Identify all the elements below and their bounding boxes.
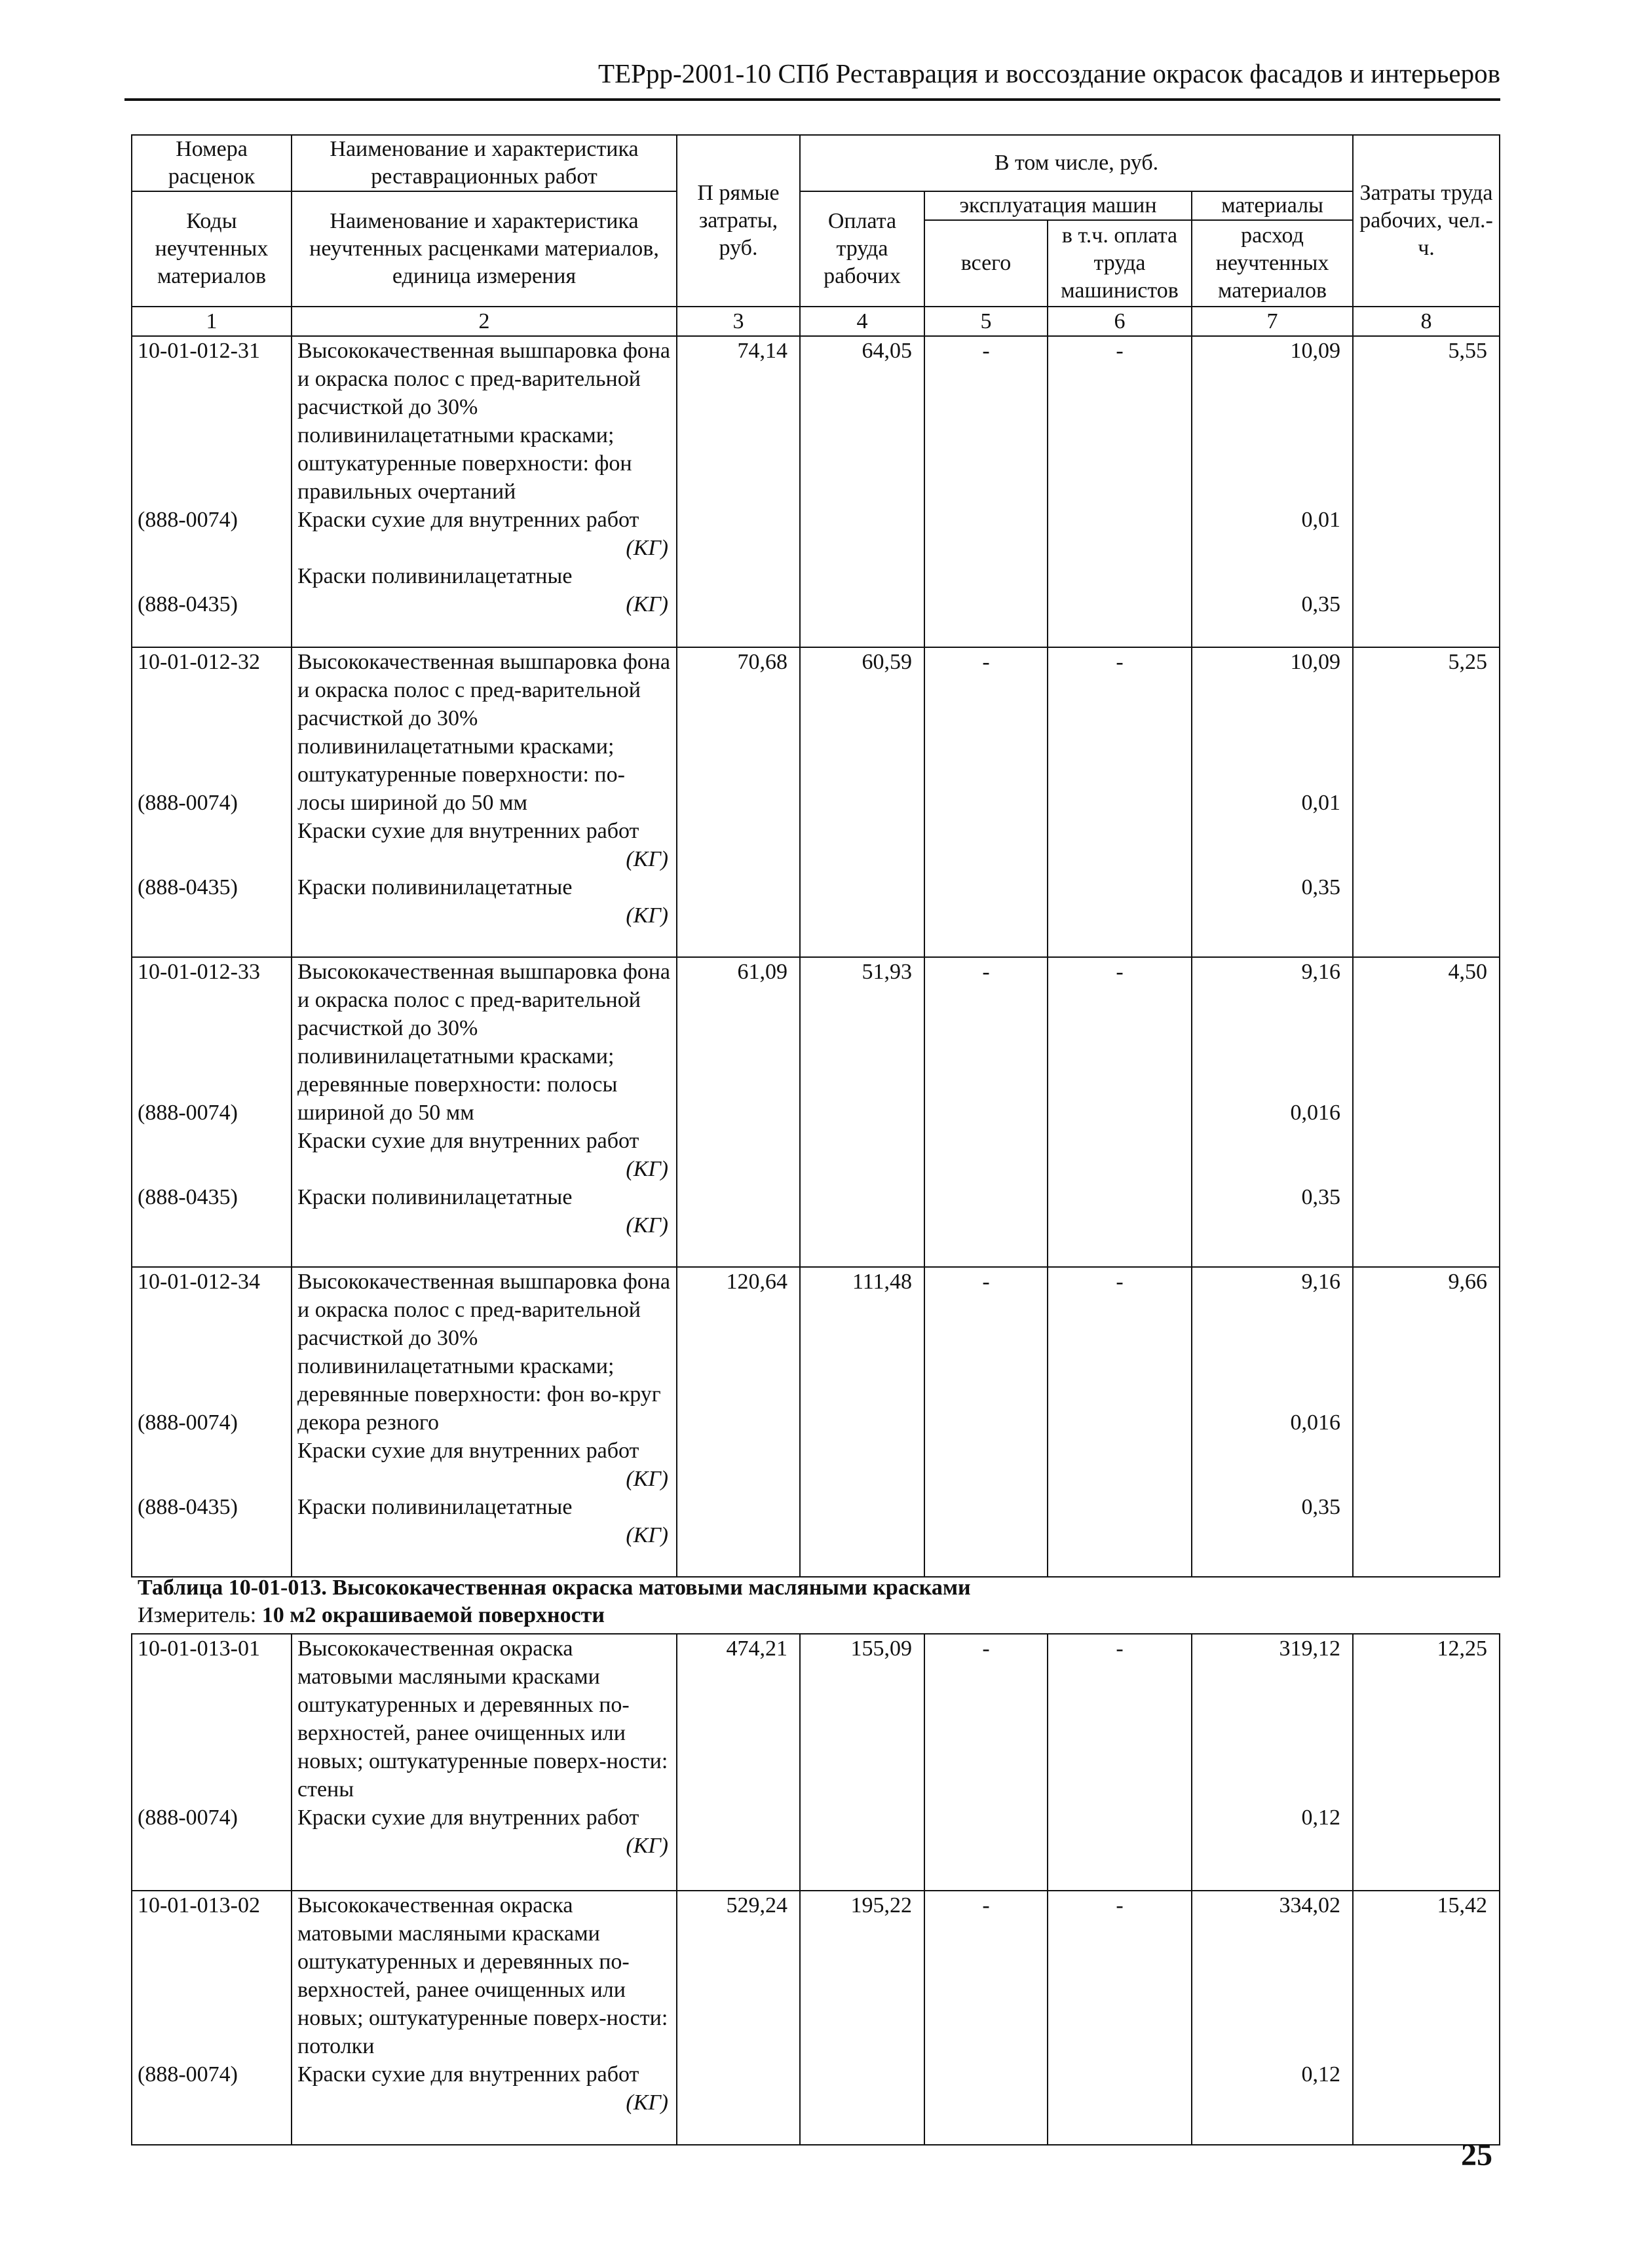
desc-spacer (1198, 1919, 1340, 2060)
machinist-pay: - (1048, 1267, 1192, 1577)
column-number: 8 (1353, 307, 1500, 336)
description-cell (292, 1634, 677, 1891)
document-title: ТЕРрр-2001-10 СПб Реставрация и воссоздание окрасок фасадов и интерьеров (598, 58, 1500, 88)
code-cell (132, 336, 292, 647)
column-number: 5 (924, 307, 1048, 336)
materials-cell (1192, 1267, 1353, 1577)
material-name: Краски сухие для внутренних работ (297, 508, 639, 532)
direct-costs: 74,14 (677, 336, 800, 647)
desc-spacer (1198, 986, 1340, 1099)
col-header-direct-costs: П рямые затраты, руб. (677, 135, 800, 307)
machinist-pay: - (1048, 957, 1192, 1267)
mat-gap (138, 534, 286, 590)
rate-code: 10-01-013-02 (138, 1893, 260, 1918)
table-row (132, 1267, 1500, 1577)
material-name: Краски поливинилацетатные (297, 1185, 573, 1209)
rate-code: 10-01-012-32 (138, 650, 260, 674)
rate-code: 10-01-012-34 (138, 1270, 260, 1294)
material-qty: 0,35 (1301, 1495, 1340, 1519)
col-header-materials: материалы (1192, 191, 1353, 220)
machinist-pay: - (1048, 1634, 1192, 1891)
work-description: Высококачественная вышпаровка фона и окраска полос с пред-варительной расчисткой до 30% поливинилацетатными красками; деревянные поверхности: полосы шириной до 50 мм (297, 960, 671, 1125)
unit-label: (КГ) (626, 1157, 668, 1181)
materials-cost: 9,16 (1301, 1270, 1340, 1294)
page-number: 25 (1461, 2138, 1492, 2172)
labor-hours: 5,55 (1353, 336, 1500, 647)
machines-total: - (924, 647, 1048, 957)
material-name: Краски сухие для внутренних работ (297, 819, 639, 843)
mat-gap (138, 817, 286, 873)
rates-table (131, 134, 1500, 1578)
material-name: Краски сухие для внутренних работ (297, 1805, 639, 1830)
labor-hours: 15,42 (1353, 1891, 1500, 2145)
machines-total: - (924, 1267, 1048, 1577)
labor-hours: 5,25 (1353, 647, 1500, 957)
material-name: Краски сухие для внутренних работ (297, 1439, 639, 1463)
machinist-pay: - (1048, 336, 1192, 647)
machines-total: - (924, 1634, 1048, 1891)
material-code: (888-0435) (138, 1185, 238, 1209)
materials-cost: 10,09 (1290, 339, 1340, 363)
material-code: (888-0074) (138, 1410, 238, 1435)
worker-pay: 155,09 (800, 1634, 924, 1891)
rates-table-013 (131, 1633, 1500, 2145)
material-code: (888-0074) (138, 2062, 238, 2087)
worker-pay: 51,93 (800, 957, 924, 1267)
work-description: Высококачественная вышпаровка фона и окраска полос с пред-варительной расчисткой до 30% поливинилацетатными красками; оштукатуренные поверхности: по-лосы шириной до 50 мм (297, 650, 671, 815)
code-cell (132, 1634, 292, 1891)
direct-costs: 474,21 (677, 1634, 800, 1891)
col-header-machinist-pay: в т.ч. оплата труда машинистов (1048, 220, 1192, 307)
material-code: (888-0074) (138, 1805, 238, 1830)
material-qty: 0,35 (1301, 875, 1340, 899)
work-description: Высококачественная вышпаровка фона и окраска полос с пред-варительной расчисткой до 30% поливинилацетатными красками; деревянные поверхности: фон во-круг декора резного (297, 1270, 671, 1435)
material-code: (888-0435) (138, 875, 238, 899)
description-cell (292, 647, 677, 957)
column-number: 2 (292, 307, 677, 336)
unit-label: (КГ) (626, 903, 668, 928)
material-name: Краски поливинилацетатные (297, 564, 573, 588)
col-header-worker-pay: Оплата труда рабочих (800, 191, 924, 307)
material-code: (888-0074) (138, 508, 238, 532)
description-cell (292, 1267, 677, 1577)
col-header-machines: эксплуатация машин (924, 191, 1192, 220)
col-header-rate-numbers: Номера расценок (132, 135, 292, 191)
table-row (132, 647, 1500, 957)
column-number: 4 (800, 307, 924, 336)
material-name: Краски поливинилацетатные (297, 875, 573, 899)
work-description: Высококачественная окраска матовыми масляными красками оштукатуренных и деревянных по-верхностей, ранее очищенных или новых; оштукатуренные поверх-ности: потолки (297, 1893, 668, 2058)
worker-pay: 111,48 (800, 1267, 924, 1577)
materials-cell (1192, 647, 1353, 957)
worker-pay: 195,22 (800, 1891, 924, 2145)
material-qty: 0,12 (1301, 2062, 1340, 2087)
mat-gap (1198, 1437, 1340, 1493)
materials-cost: 9,16 (1301, 960, 1340, 984)
direct-costs: 61,09 (677, 957, 800, 1267)
col-header-labor-hours: Затраты труда рабочих, чел.-ч. (1353, 135, 1500, 307)
column-number: 7 (1192, 307, 1353, 336)
unit-label: (КГ) (626, 847, 668, 871)
direct-costs: 529,24 (677, 1891, 800, 2145)
table-row (132, 1891, 1500, 2145)
material-code: (888-0435) (138, 592, 238, 616)
material-qty: 0,016 (1290, 1410, 1340, 1435)
code-cell (132, 647, 292, 957)
meter-label: Измеритель: (138, 1603, 257, 1627)
materials-cell (1192, 1891, 1353, 2145)
materials-cost: 10,09 (1290, 650, 1340, 674)
mat-gap (1198, 1127, 1340, 1183)
desc-spacer (138, 986, 286, 1099)
code-cell (132, 1891, 292, 2145)
material-qty: 0,01 (1301, 508, 1340, 532)
desc-spacer (138, 365, 286, 506)
material-qty: 0,35 (1301, 592, 1340, 616)
worker-pay: 64,05 (800, 336, 924, 647)
col-header-material-name: Наименование и характеристика неучтенных расценками материалов, единица измерения (292, 191, 677, 307)
page-header (124, 55, 1500, 101)
description-cell (292, 336, 677, 647)
unit-label: (КГ) (626, 1213, 668, 1238)
desc-spacer (138, 676, 286, 789)
table-caption-text: Таблица 10-01-013. Высококачественная окраска матовыми масляными красками (138, 1576, 971, 1600)
direct-costs: 120,64 (677, 1267, 800, 1577)
header-rule (124, 98, 1500, 101)
direct-costs: 70,68 (677, 647, 800, 957)
materials-cost: 334,02 (1279, 1893, 1340, 1918)
desc-spacer (1198, 1296, 1340, 1408)
materials-cell (1192, 1634, 1353, 1891)
machinist-pay: - (1048, 1891, 1192, 2145)
table-row (132, 957, 1500, 1267)
column-number: 6 (1048, 307, 1192, 336)
table-meter (138, 1602, 605, 1629)
desc-spacer (138, 1296, 286, 1408)
desc-spacer (1198, 1663, 1340, 1804)
materials-cell (1192, 336, 1353, 647)
unit-label: (КГ) (626, 1467, 668, 1491)
rate-code: 10-01-012-33 (138, 960, 260, 984)
work-description: Высококачественная окраска матовыми масляными красками оштукатуренных и деревянных по-верхностей, ранее очищенных или новых; оштукатуренные поверх-ности: стены (297, 1636, 668, 1802)
material-qty: 0,35 (1301, 1185, 1340, 1209)
code-cell (132, 957, 292, 1267)
material-name: Краски поливинилацетатные (297, 1495, 573, 1519)
table-caption (138, 1575, 971, 1601)
material-name: Краски сухие для внутренних работ (297, 1129, 639, 1153)
unit-label: (КГ) (626, 536, 668, 560)
meter-value: 10 м2 окрашиваемой поверхности (261, 1603, 605, 1627)
material-qty: 0,016 (1290, 1101, 1340, 1125)
unit-label: (КГ) (626, 592, 668, 616)
mat-gap (1198, 534, 1340, 590)
column-number: 1 (132, 307, 292, 336)
rate-code: 10-01-013-01 (138, 1636, 260, 1661)
col-header-material-codes: Коды неучтенных материалов (132, 191, 292, 307)
machines-total: - (924, 1891, 1048, 2145)
material-name: Краски сухие для внутренних работ (297, 2062, 639, 2087)
col-header-work-name: Наименование и характеристика реставрационных работ (292, 135, 677, 191)
mat-gap (138, 1437, 286, 1493)
desc-spacer (138, 1919, 286, 2060)
rate-code: 10-01-012-31 (138, 339, 260, 363)
table-row (132, 1634, 1500, 1891)
machines-total: - (924, 336, 1048, 647)
labor-hours: 4,50 (1353, 957, 1500, 1267)
mat-gap (1198, 817, 1340, 873)
desc-spacer (1198, 676, 1340, 789)
column-number-row (132, 307, 1500, 336)
labor-hours: 9,66 (1353, 1267, 1500, 1577)
materials-cell (1192, 957, 1353, 1267)
material-code: (888-0074) (138, 1101, 238, 1125)
unit-label: (КГ) (626, 2090, 668, 2115)
col-header-machines-total: всего (924, 220, 1048, 307)
desc-spacer (138, 1663, 286, 1804)
labor-hours: 12,25 (1353, 1634, 1500, 1891)
work-description: Высококачественная вышпаровка фона и окраска полос с пред-варительной расчисткой до 30% поливинилацетатными красками; оштукатуренные поверхности: фон правильных очертаний (297, 339, 671, 504)
table-row (132, 336, 1500, 647)
material-qty: 0,01 (1301, 791, 1340, 815)
desc-spacer (1198, 365, 1340, 506)
mat-gap (138, 1127, 286, 1183)
unit-label: (КГ) (626, 1834, 668, 1858)
worker-pay: 60,59 (800, 647, 924, 957)
materials-cost: 319,12 (1279, 1636, 1340, 1661)
column-number: 3 (677, 307, 800, 336)
description-cell (292, 957, 677, 1267)
col-header-material-usage: расход неучтенных материалов (1192, 220, 1353, 307)
material-code: (888-0435) (138, 1495, 238, 1519)
material-qty: 0,12 (1301, 1805, 1340, 1830)
material-code: (888-0074) (138, 791, 238, 815)
col-header-including: В том числе, руб. (800, 135, 1353, 191)
machines-total: - (924, 957, 1048, 1267)
machinist-pay: - (1048, 647, 1192, 957)
code-cell (132, 1267, 292, 1577)
unit-label: (КГ) (626, 1523, 668, 1547)
description-cell (292, 1891, 677, 2145)
